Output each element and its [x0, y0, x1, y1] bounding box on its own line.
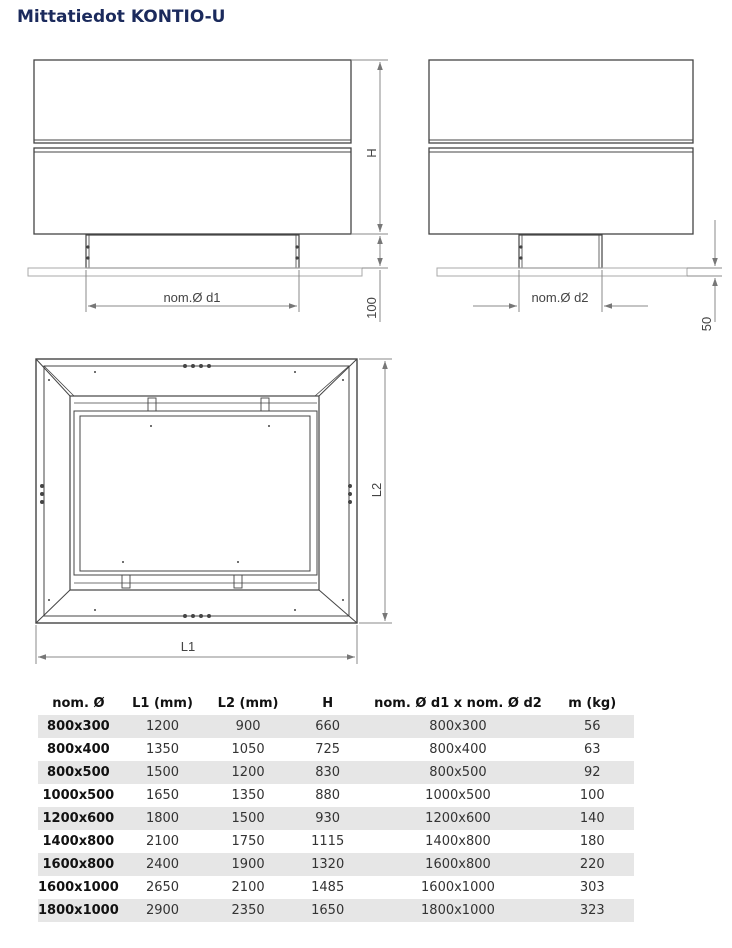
- cell-l1: 2400: [119, 853, 207, 876]
- cell-mass: 63: [583, 742, 601, 757]
- cell-nom: 800x400: [47, 742, 110, 757]
- label-100: 100: [364, 297, 379, 319]
- cell-h: 1115: [311, 834, 345, 849]
- label-d1: nom.Ø d1: [163, 290, 221, 305]
- side-view: [429, 60, 693, 268]
- cell-h: 1650: [290, 899, 366, 922]
- cell-mass: 303: [579, 880, 605, 895]
- plan-view: [36, 359, 357, 623]
- cell-mass: 180: [579, 834, 605, 849]
- cell-nom: 1400x800: [42, 834, 115, 849]
- cell-nom: 1000x500: [42, 788, 115, 803]
- cell-h: 1485: [311, 880, 345, 895]
- cell-l1: 1200: [119, 715, 207, 738]
- cell-l2: 1500: [206, 807, 290, 830]
- cell-mass: 220: [550, 853, 634, 876]
- cell-h: 1320: [290, 853, 366, 876]
- header-h: H: [322, 695, 334, 711]
- cell-l2: 2350: [206, 899, 290, 922]
- cell-l2: 1050: [231, 742, 265, 757]
- cell-nom: 1600x800: [38, 853, 119, 876]
- cell-mass: 100: [579, 788, 605, 803]
- cell-l2: 1350: [231, 788, 265, 803]
- cell-mass: 92: [550, 761, 634, 784]
- label-h: H: [364, 148, 379, 158]
- cell-h: 660: [290, 715, 366, 738]
- cell-d1-d2: 1200x600: [365, 807, 550, 830]
- cell-l2: 2100: [231, 880, 265, 895]
- cell-d1-d2: 1600x1000: [421, 880, 495, 895]
- header-nom: nom. Ø: [52, 695, 105, 711]
- label-50: 50: [699, 316, 714, 332]
- cell-h: 930: [290, 807, 366, 830]
- front-view: [34, 60, 351, 268]
- cell-l1: 1650: [145, 788, 180, 803]
- roof-plane-side: [437, 268, 687, 276]
- dimensions-table: [38, 691, 634, 922]
- table-header-row: [38, 691, 634, 715]
- table-row: [38, 899, 634, 922]
- cell-d1-d2: 800x400: [429, 742, 487, 757]
- table-row: [38, 715, 634, 738]
- cell-l1: 2100: [145, 834, 180, 849]
- header-l2: L2 (mm): [217, 695, 279, 711]
- dimension-50: [687, 220, 722, 322]
- cell-mass: 56: [550, 715, 634, 738]
- cell-nom: 1600x1000: [38, 880, 119, 895]
- cell-d1-d2: 800x300: [365, 715, 550, 738]
- cell-l2: 900: [206, 715, 290, 738]
- label-l2: L2: [369, 482, 384, 498]
- cell-h: 880: [315, 788, 341, 803]
- dimension-l1: [36, 625, 357, 664]
- plan-bolt-holes: [40, 364, 352, 618]
- cell-l1: 2650: [145, 880, 180, 895]
- label-l1: L1: [180, 639, 196, 654]
- cell-nom: 1200x600: [38, 807, 119, 830]
- header-mass: m (kg): [568, 695, 617, 711]
- cell-d1-d2: 1000x500: [425, 788, 491, 803]
- table-row: [38, 761, 634, 784]
- table-row: [38, 807, 634, 830]
- table-row: [38, 830, 634, 853]
- cell-h: 830: [290, 761, 366, 784]
- cell-mass: 140: [550, 807, 634, 830]
- cell-l2: 1750: [231, 834, 265, 849]
- cell-d1-d2: 1600x800: [365, 853, 550, 876]
- cell-l1: 1800: [119, 807, 207, 830]
- table-row: [38, 876, 634, 899]
- cell-d1-d2: 1800x1000: [365, 899, 550, 922]
- header-l1: L1 (mm): [132, 695, 193, 711]
- roof-plane-front: [28, 268, 362, 276]
- label-d2: nom.Ø d2: [531, 290, 589, 305]
- cell-mass: 323: [550, 899, 634, 922]
- cell-l2: 1200: [206, 761, 290, 784]
- cell-h: 725: [315, 742, 341, 757]
- header-d1-d2: nom. Ø d1 x nom. Ø d2: [374, 695, 542, 711]
- cell-l1: 1500: [119, 761, 207, 784]
- cell-l1: 2900: [119, 899, 207, 922]
- dimension-h: [352, 60, 388, 322]
- cell-d1-d2: 1400x800: [425, 834, 491, 849]
- table-row: [38, 738, 634, 761]
- cell-l1: 1350: [145, 742, 180, 757]
- cell-l2: 1900: [206, 853, 290, 876]
- cell-d1-d2: 800x500: [365, 761, 550, 784]
- table-row: [38, 784, 634, 807]
- cell-nom: 800x300: [38, 715, 119, 738]
- cell-nom: 800x500: [38, 761, 119, 784]
- page-title: Mittatiedot KONTIO-U: [17, 7, 226, 27]
- cell-nom: 1800x1000: [38, 899, 119, 922]
- table-row: [38, 853, 634, 876]
